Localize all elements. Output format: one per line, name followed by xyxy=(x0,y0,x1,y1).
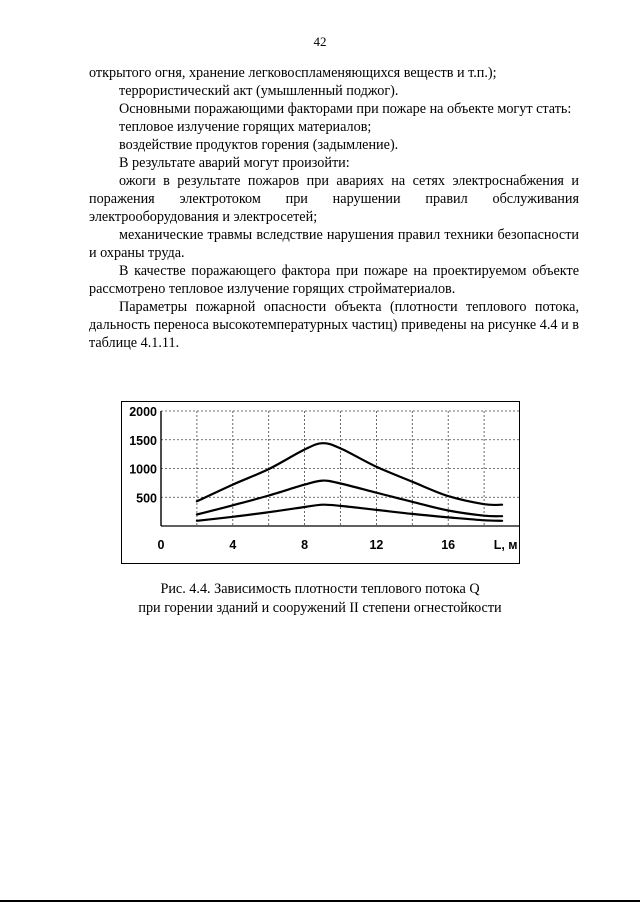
paragraph: воздействие продуктов горения (задымление). xyxy=(119,137,399,153)
figure-caption xyxy=(0,580,640,618)
x-axis-label: L, м xyxy=(493,538,518,552)
y-tick-label: 500 xyxy=(136,491,157,506)
y-tick-label: 2000 xyxy=(129,405,157,419)
paragraph: В результате аварий могут произойти: xyxy=(119,155,350,171)
paragraph: террористический акт (умышленный поджог). xyxy=(119,83,399,99)
page-bottom-edge xyxy=(0,900,640,902)
paragraph: Параметры пожарной опасности объекта (плотности теплового потока, дальность переноса высокотемпературных частиц) приведены на рисунке 4.4 и в таблице 4.1.11. xyxy=(89,299,579,351)
y-tick-label: 1000 xyxy=(129,462,157,477)
x-tick-label: 16 xyxy=(441,538,456,552)
paragraph: тепловое излучение горящих материалов; xyxy=(119,119,372,135)
series-line-curve-upper xyxy=(197,443,502,505)
paragraph: механические травмы вследствие нарушения правил техники безопасности и охраны труда. xyxy=(89,227,579,261)
paragraph: ожоги в результате пожаров при авариях на сетях электроснабжения и поражения электротоком при нарушении правил обслуживания электрооборудования и электросетей; xyxy=(89,173,579,225)
paragraph: Основными поражающими факторами при пожаре на объекте могут стать: xyxy=(119,101,572,117)
caption-line-1: Рис. 4.4. Зависимость плотности теплового потока Q xyxy=(160,581,480,597)
heat-flux-chart xyxy=(121,401,520,564)
body-text xyxy=(89,64,579,352)
page-number: 42 xyxy=(313,34,327,49)
caption-line-2: при горении зданий и сооружений II степени огнестойкости xyxy=(138,600,502,616)
heat-flux-chart-svg xyxy=(122,402,521,565)
paragraph: открытого огня, хранение легковоспламеняющихся веществ и т.п.); xyxy=(89,65,497,81)
y-tick-label: 1500 xyxy=(129,433,157,448)
x-tick-label: 8 xyxy=(301,538,309,552)
paragraph: В качестве поражающего фактора при пожаре на проектируемом объекте рассмотрено тепловое излучение горящих стройматериалов. xyxy=(89,263,579,297)
x-tick-label: 0 xyxy=(157,538,165,552)
x-tick-label: 4 xyxy=(229,538,237,552)
x-tick-label: 12 xyxy=(369,538,384,552)
